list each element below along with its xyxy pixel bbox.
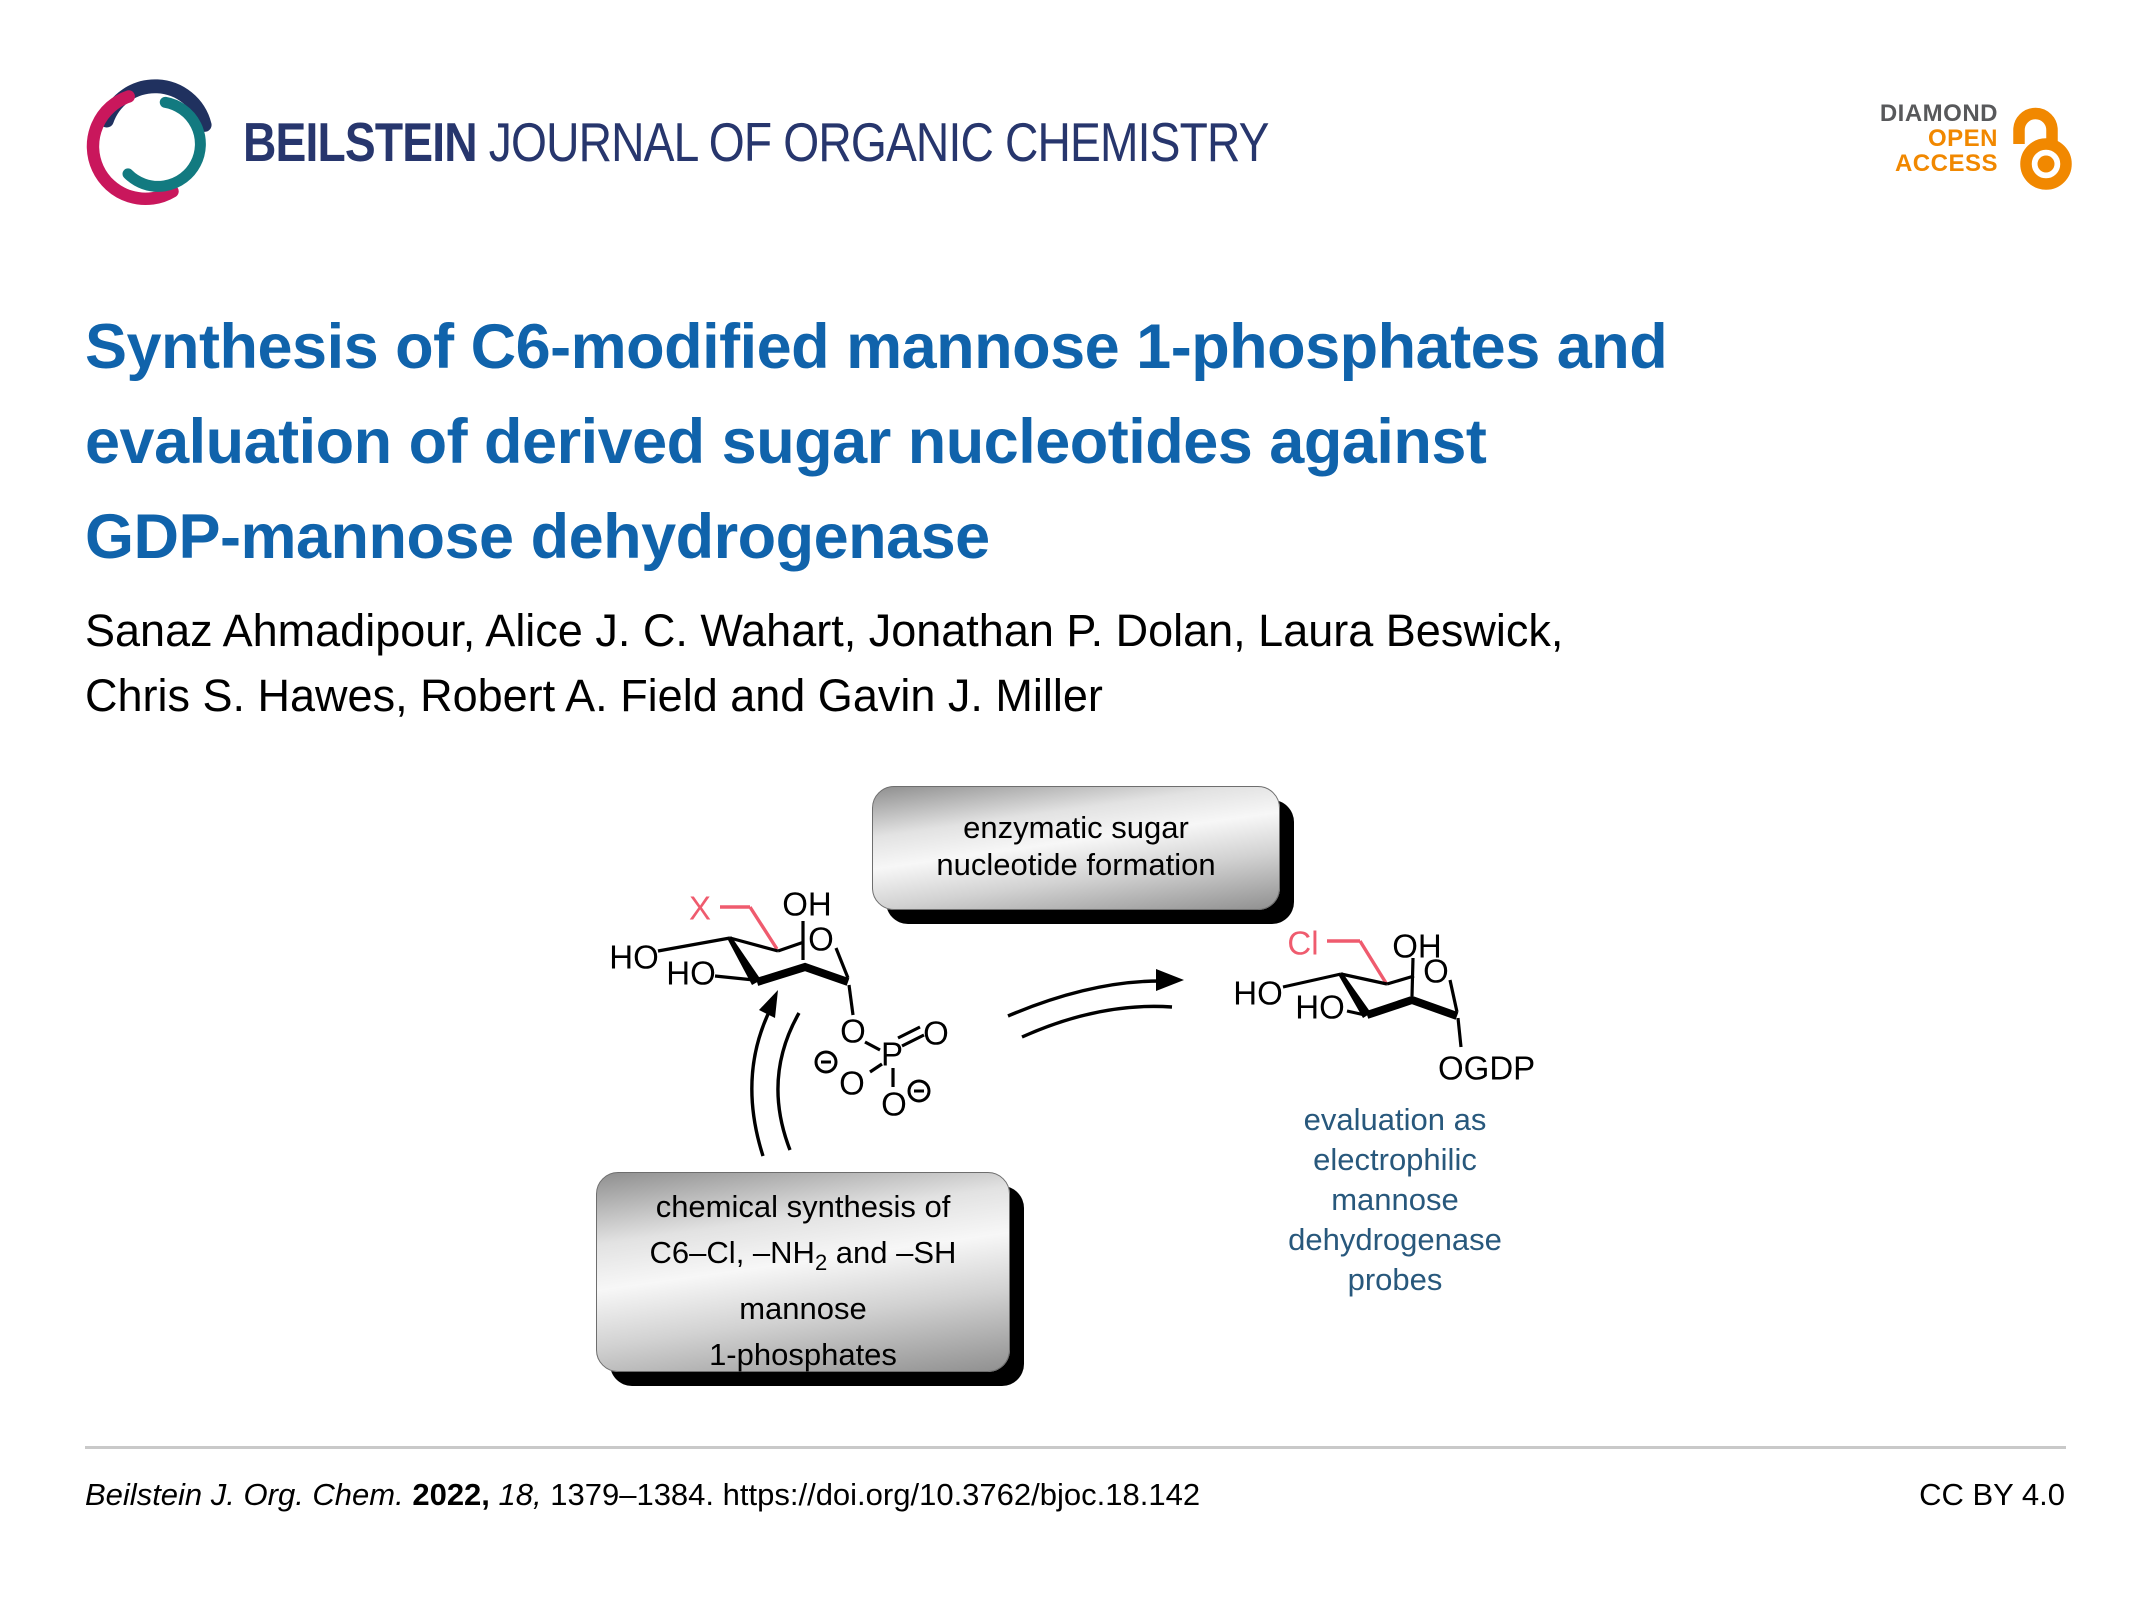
logo-teal-arc xyxy=(128,102,200,186)
authors-line-2: Chris S. Hawes, Robert A. Field and Gavin J. Miller xyxy=(85,670,1103,721)
article-title xyxy=(85,300,2045,585)
evaluation-line-3: mannose xyxy=(1331,1182,1459,1217)
journal-wordmark xyxy=(243,110,1269,174)
ho-mid-label: HO xyxy=(666,954,716,992)
chemical-synthesis-box xyxy=(596,1172,1010,1372)
lock-keyhole xyxy=(2038,156,2055,173)
journal-wordmark-rest: JOURNAL OF ORGANIC CHEMISTRY xyxy=(476,111,1269,173)
evaluation-line-5: probes xyxy=(1347,1262,1443,1297)
ho-left-bond xyxy=(1283,974,1341,987)
ring-o-label: O xyxy=(1423,952,1449,990)
ring-o-label: O xyxy=(808,920,834,958)
substituent-x-label: X xyxy=(688,889,712,927)
ester-o-p-bond xyxy=(865,1042,880,1050)
license-label: CC BY 4.0 xyxy=(1919,1477,2065,1512)
journal-wordmark-bold: BEILSTEIN xyxy=(243,111,477,173)
chemical-box-line-2 xyxy=(597,1230,1009,1286)
chemical-box-line-2-post: and –SH xyxy=(827,1235,957,1270)
badge-open-label: OPEN xyxy=(1927,125,1998,152)
charge-minus-icon xyxy=(909,1081,929,1101)
phosphorus-label: P xyxy=(880,1035,904,1073)
c5-ring-o-bond xyxy=(778,942,804,951)
chemical-box-line-4: 1-phosphates xyxy=(709,1337,897,1373)
oh-top-label: OH xyxy=(1392,927,1442,965)
open-access-badge xyxy=(1880,101,1998,176)
chemical-box-line-1: chemical synthesis of xyxy=(655,1189,951,1224)
title-line-1: Synthesis of C6-modified mannose 1-phosphates and xyxy=(85,312,1668,382)
chemical-box-line-2-sub: 2 xyxy=(814,1250,828,1276)
badge-access-label: ACCESS xyxy=(1894,150,1998,177)
badge-diamond-label: DIAMOND xyxy=(1879,100,1998,127)
title-line-2: evaluation of derived sugar nucleotides against xyxy=(85,407,1487,477)
evaluation-line-4: dehydrogenase xyxy=(1288,1222,1502,1257)
arrowhead-right-icon xyxy=(1156,969,1184,991)
ho-left-label: HO xyxy=(609,938,659,976)
enzymatic-formation-box xyxy=(872,786,1280,910)
ogdp-label: OGDP xyxy=(1438,1049,1536,1087)
citation-pages-doi: 1379–1384. https://doi.org/10.3762/bjoc.18.142 xyxy=(550,1477,1201,1512)
enzymatic-box-line-1: enzymatic sugar xyxy=(963,810,1189,845)
enzymatic-box-line-2: nucleotide formation xyxy=(936,847,1216,882)
gdp-mannose-structure xyxy=(1233,925,1535,1087)
c5-ring-o-bond xyxy=(1387,976,1414,984)
title-line-3: GDP-mannose dehydrogenase xyxy=(85,502,990,572)
arrowhead-up-icon xyxy=(759,990,778,1018)
enzymatic-reaction-arrow xyxy=(1008,969,1184,1037)
ho-left-bond xyxy=(658,938,730,951)
minus-o-left-label: O xyxy=(839,1064,865,1102)
front-ring-bold-bonds xyxy=(757,967,848,982)
chemical-synthesis-arrow xyxy=(752,990,799,1156)
evaluation-line-2: electrophilic xyxy=(1313,1142,1477,1177)
double-bond-o-label: O xyxy=(923,1014,949,1052)
minus-o-bottom-label: O xyxy=(881,1085,907,1123)
footer-divider xyxy=(85,1446,2066,1449)
open-access-lock-icon xyxy=(2004,94,2080,194)
chemical-box-line-3: mannose xyxy=(739,1291,867,1327)
substituent-cl-label: Cl xyxy=(1287,924,1319,962)
ring-o-c1-bond xyxy=(836,948,848,978)
citation-volume: 18, xyxy=(498,1477,551,1512)
oh-top-label: OH xyxy=(782,885,832,923)
c1-ester-o-bond xyxy=(849,985,853,1015)
ho-mid-label: HO xyxy=(1295,988,1345,1026)
ester-o-label: O xyxy=(840,1012,866,1050)
ring-o-c1-bond xyxy=(1450,980,1457,1012)
c1-ogdp-bond xyxy=(1458,1018,1461,1047)
front-ring-bold-bonds xyxy=(1367,1000,1457,1016)
authors-line-1: Sanaz Ahmadipour, Alice J. C. Wahart, Jonathan P. Dolan, Laura Beswick, xyxy=(85,605,1564,656)
citation-year: 2022, xyxy=(403,1477,499,1512)
evaluation-caption xyxy=(1240,1100,1550,1300)
author-list xyxy=(85,598,2045,728)
evaluation-line-1: evaluation as xyxy=(1303,1102,1487,1137)
ho-left-label: HO xyxy=(1233,974,1283,1012)
charge-minus-icon xyxy=(816,1052,836,1072)
beilstein-logo xyxy=(82,68,228,214)
chemical-box-line-2-pre: C6–Cl, –NH xyxy=(649,1235,815,1270)
citation xyxy=(85,1477,1200,1513)
citation-journal: Beilstein J. Org. Chem. xyxy=(85,1477,404,1512)
